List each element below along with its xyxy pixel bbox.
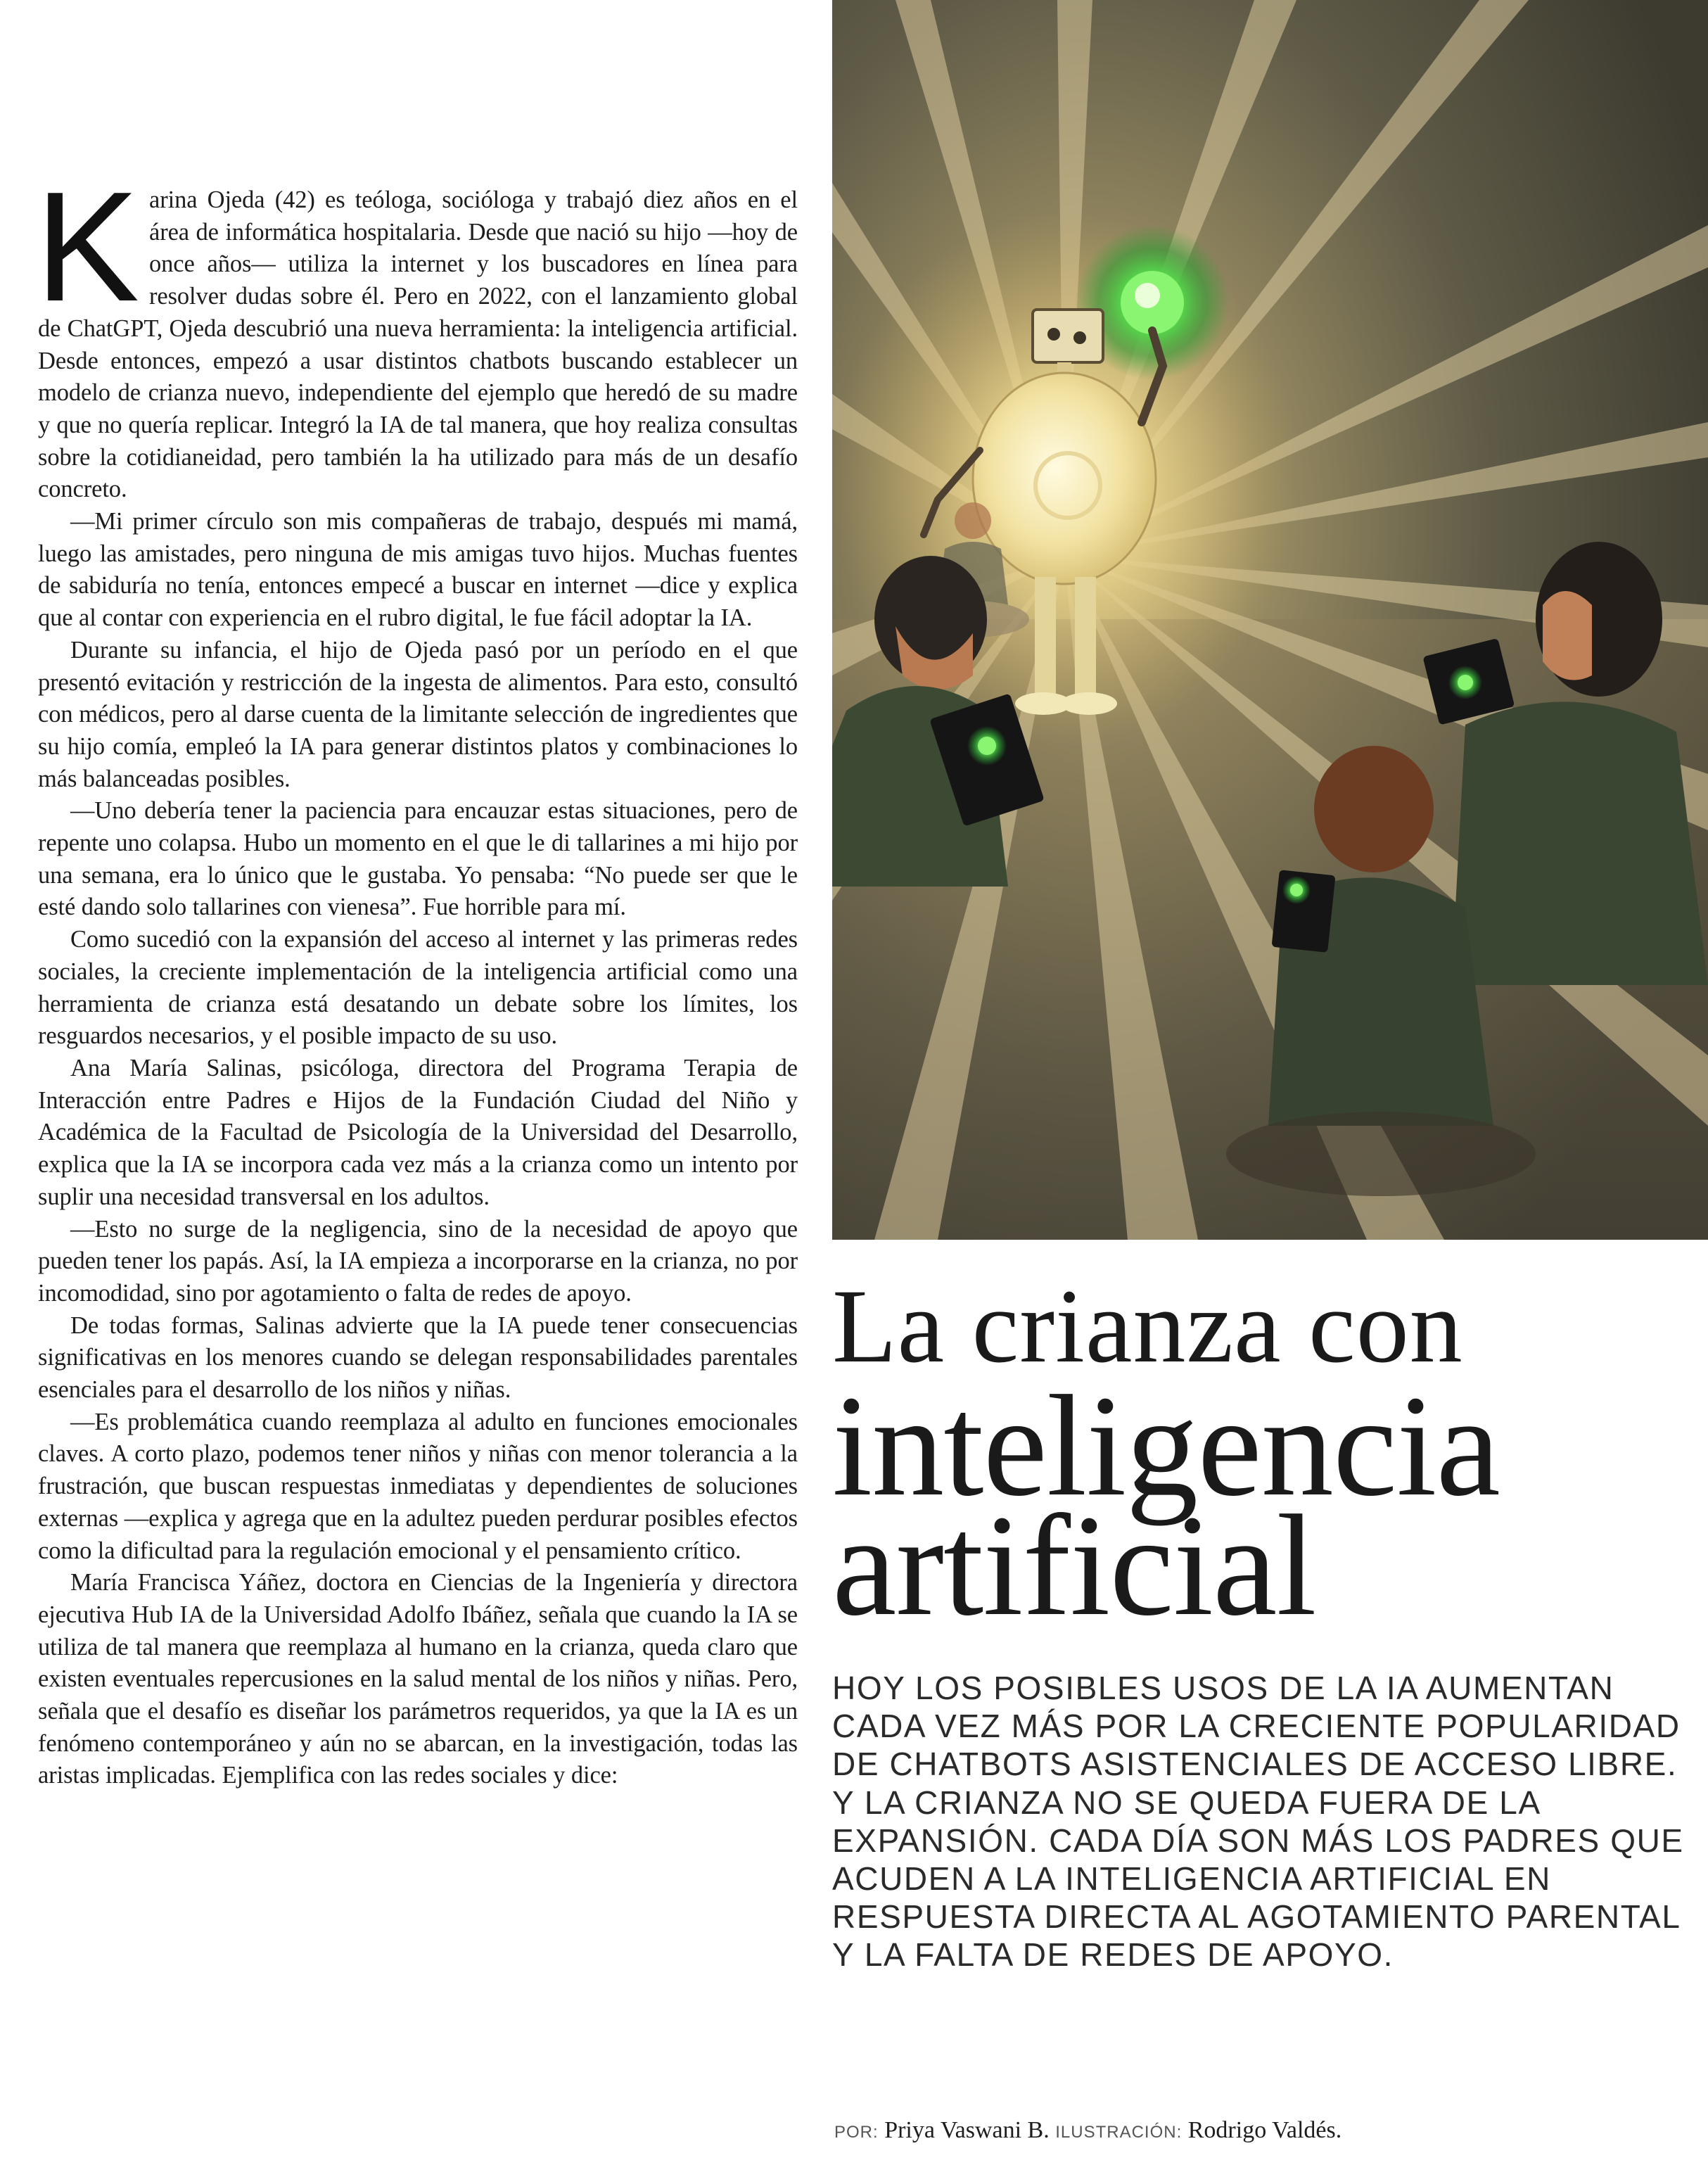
- author-tag: POR:: [834, 2123, 879, 2142]
- article-paragraph: —Esto no surge de la negligencia, sino de la necesidad de apoyo que pueden tener los papás. Así, la IA empieza a incorporarse en la crianza, no por incomodidad, sino por agotamiento o falta de redes de apoyo.: [38, 1215, 798, 1307]
- headline-line-1: La crianza con: [832, 1268, 1463, 1385]
- illustration-svg: [832, 0, 1708, 1240]
- article-paragraph: Karina Ojeda (42) es teóloga, socióloga y trabajó diez años en el área de informática hospitalaria. Desde que nació su hijo —hoy de once años— utiliza la internet y los buscadores en línea para resolver dudas sobre él. Pero en 2022, con el lanzamiento global de ChatGPT, Ojeda descubrió una nueva herramienta: la inteligencia artificial. Desde entonces, empezó a usar distintos chatbots buscando establecer un modelo de crianza nuevo, independiente del ejemplo que heredó de su madre y que no quería replicar. Integró la IA de tal manera, que hoy realiza consultas sobre la cotidianeidad, pero también la ha utilizado para más de un desafío concreto.: [35, 160, 798, 503]
- article-paragraph: María Francisca Yáñez, doctora en Ciencias de la Ingeniería y directora ejecutiva Hub IA de la Universidad Adolfo Ibáñez, señala que cuando la IA se utiliza de tal manera que reemplaza al humano en la crianza, queda claro que existen eventuales repercusiones en la salud mental de los niños y niñas. Pero, señala que el desafío es diseñar los parámetros requeridos, ya que la IA es un fenómeno contemporáneo y aún no se abarcan, en la investigación, todas las aristas implicadas. Ejemplifica con las redes sociales y dice:: [38, 1569, 798, 1789]
- article-headline: [832, 1266, 1708, 1646]
- robot-with-children-illustration: [832, 0, 1708, 1240]
- article-paragraph: De todas formas, Salinas advierte que la IA puede tener consecuencias significativas en los menores cuando se delegan responsabilidades parentales esenciales para el desarrollo de los niños y niñas.: [38, 1312, 798, 1404]
- illustration-tag: ILUSTRACIÓN:: [1055, 2123, 1183, 2142]
- article-paragraph: —Mi primer círculo son mis compañeras de trabajo, después mi mamá, luego las amistades, pero ninguna de mis amigas tuvo hijos. Muchas fuentes de sabiduría no tenía, entonces empecé a buscar en internet —dice y explica que al contar con experiencia en el rubro digital, le fue fácil adoptar la IA.: [38, 508, 798, 632]
- author-name: Priya Vaswani B.: [884, 2117, 1050, 2143]
- article-paragraph: Durante su infancia, el hijo de Ojeda pasó por un período en el que presentó evitación y restricción de la ingesta de alimentos. Para esto, consultó con médicos, pero al darse cuenta de la limitante selección de ingredientes que su hijo comía, empleó la IA para generar distintos platos y combinaciones lo más balanceadas posibles.: [38, 636, 798, 792]
- headline-line-2: inteligencia: [832, 1365, 1500, 1526]
- article-paragraph: —Uno debería tener la paciencia para encauzar estas situaciones, pero de repente uno colapsa. Hubo un momento en el que le di tallarines a mi hijo por una semana, era lo único que le gustaba. Yo pensaba: “No puede ser que le esté dando solo tallarines con vienesa”. Fue horrible para mí.: [38, 797, 798, 921]
- article-body: [35, 160, 798, 1792]
- article-paragraph: Como sucedió con la expansión del acceso al internet y las primeras redes sociales, la creciente implementación de la inteligencia artificial como una herramienta de crianza está desatando un debate sobre los límites, los resguardos necesarios, y el posible impacto de su uso.: [38, 926, 798, 1050]
- headline-line-3: artificial: [832, 1485, 1316, 1646]
- illustrator-name: Rodrigo Valdés.: [1187, 2117, 1342, 2143]
- article-paragraph: —Es problemática cuando reemplaza al adulto en funciones emocionales claves. A corto plazo, podemos tener niños y niñas con menor tolerancia a la frustración, que buscan respuestas inmediatas y dependientes de soluciones externas —explica y agrega que en la adultez pueden perdurar posibles efectos como la dificultad para la regulación emocional y el pensamiento crítico.: [38, 1408, 798, 1564]
- article-paragraph: Ana María Salinas, psicóloga, directora del Programa Terapia de Interacción entre Padres e Hijos de la Fundación Ciudad del Niño y Académica de la Facultad de Psicología de la Universidad del Desarrollo, explica que la IA se incorpora cada vez más a la crianza como un intento por suplir una necesidad transversal en los adultos.: [38, 1054, 798, 1210]
- article-dek: HOY LOS POSIBLES USOS DE LA IA AUMENTAN CADA VEZ MÁS POR LA CRECIENTE POPULARIDAD DE CHATBOTS ASISTENCIALES DE ACCESO LIBRE. Y LA CRIANZA NO SE QUEDA FUERA DE LA EXPANSIÓN. CADA DÍA SON MÁS LOS PADRES QUE ACUDEN A LA INTELIGENCIA ARTIFICIAL EN RESPUESTA DIRECTA AL AGOTAMIENTO PARENTAL Y LA FALTA DE REDES DE APOYO.: [832, 1670, 1684, 1974]
- drop-cap: K: [35, 160, 139, 334]
- byline: [834, 2115, 1700, 2148]
